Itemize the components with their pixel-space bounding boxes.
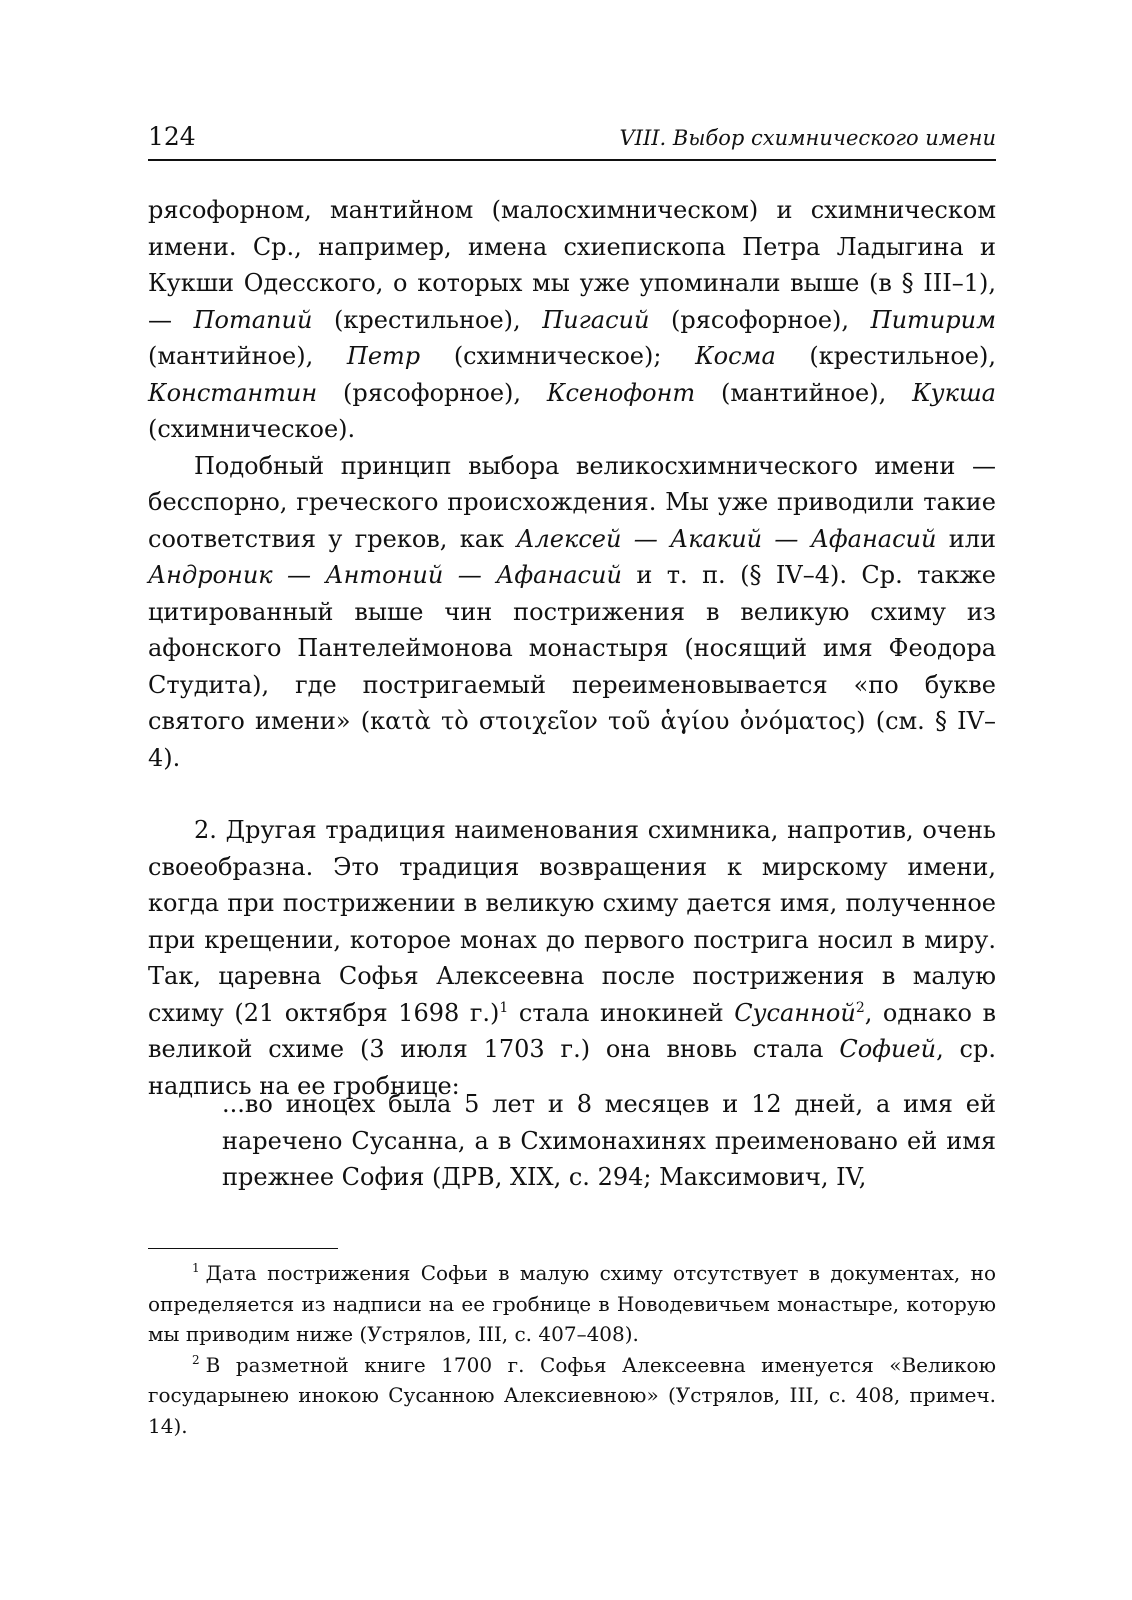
- italic-name: Кукша: [912, 378, 996, 407]
- footnote-1: [148, 1258, 996, 1350]
- italic-name: Андроник — Антоний — Афанасий: [148, 561, 622, 589]
- footnote-ref-1[interactable]: 1: [499, 999, 509, 1016]
- main-text: [148, 192, 996, 1104]
- text-run: , однако в великой схиме (3 июля 1703 г.) она вновь стала: [148, 998, 996, 1063]
- italic-name: Косма: [695, 342, 776, 370]
- text-run: рясофорном, мантийном (малосхимническом) и схимническом имени. Ср., например, имена схиепископа Петра Ладыгина и Кукши Одесского, о которых мы уже упоминали выше (в § III–1), —: [148, 196, 996, 334]
- paragraph-1: [148, 192, 996, 448]
- italic-name: Петр: [346, 342, 421, 370]
- footnote-marker: 1: [192, 1261, 200, 1276]
- text-run: (мантийное),: [148, 342, 347, 370]
- running-title: VIII. Выбор схимнического имени: [619, 126, 996, 150]
- footnote-2: [148, 1350, 996, 1442]
- italic-name: Ксенофонт: [546, 378, 696, 407]
- page-header: [148, 116, 996, 156]
- text-run: Подобный принцип выбора великосхимнического имени — бесспорно, греческого происхождения. Мы уже приводили такие соответствия у греков, как: [148, 451, 996, 553]
- italic-name: Потапий: [193, 305, 313, 334]
- footnote-marker: 2: [192, 1352, 200, 1367]
- italic-name: Сусанной: [734, 998, 856, 1027]
- text-run: (крестильное),: [312, 305, 543, 334]
- footnotes: [148, 1258, 996, 1441]
- block-quote: ...во иноцех была 5 лет и 8 месяцев и 12 дней, а имя ей наречено Сусанна, а в Схимонахинях преименовано ей имя прежнее София (ДРВ, XIX, с. 294; Максимович, IV,: [222, 1090, 996, 1191]
- paragraph-3: [148, 812, 996, 1104]
- italic-name: Питирим: [870, 305, 996, 334]
- text-run: (крестильное),: [775, 342, 996, 370]
- italic-name: Пигасий: [542, 305, 650, 334]
- footnote-ref-2[interactable]: 2: [855, 999, 865, 1016]
- text-run: (рясофорное),: [649, 305, 871, 334]
- header-rule: [148, 159, 996, 161]
- text-run: (схимническое).: [148, 415, 356, 443]
- footnote-text: Дата пострижения Софьи в малую схиму отсутствует в документах, но определяется из надписи на ее гробнице в Новодевичьем монастыре, которую мы приводим ниже (Устрялов, III, с. 407–408).: [148, 1261, 996, 1346]
- paragraph-2: [148, 448, 996, 777]
- text-run: (рясофорное),: [317, 378, 547, 407]
- italic-name: Алексей — Акакий — Афанасий: [516, 524, 937, 553]
- text-run: и т. п. (§ IV–4). Ср. также цитированный выше чин пострижения в великую схиму из афонского Пантелеймонова монастыря (носящий имя Феодора Студита), где постригаемый переименовывается «по букве святого имени» (κατὰ τὸ στοιχεῖον τοῦ ἁγίου ὀνόματος) (см. § IV–4).: [148, 561, 997, 772]
- text-run: (схимническое);: [420, 342, 696, 370]
- text-run: или: [936, 524, 996, 553]
- footnote-text: В разметной книге 1700 г. Софья Алексеевна именуется «Великою государынею инокою Сусанною Алексиевною» (Устрялов, III, с. 408, примеч. 14).: [148, 1352, 996, 1438]
- text-run: (мантийное),: [695, 378, 913, 407]
- italic-name: Софией: [839, 1035, 937, 1063]
- text-run: стала инокиней: [508, 998, 735, 1027]
- footnote-rule: [148, 1248, 338, 1249]
- text-run: , ср. надпись на ее гробнице:: [148, 1035, 996, 1100]
- page-number: 124: [148, 122, 196, 151]
- italic-name: Константин: [148, 378, 318, 407]
- text-run: 2. Другая традиция наименования схимника, напротив, очень своеобразна. Это традиция возвращения к мирскому имени, когда при пострижении в великую схиму дается имя, полученное при крещении, которое монах до первого пострига носил в миру. Так, царевна Софья Алексеевна после пострижения в малую схиму (21 октября 1698 г.): [148, 816, 996, 1027]
